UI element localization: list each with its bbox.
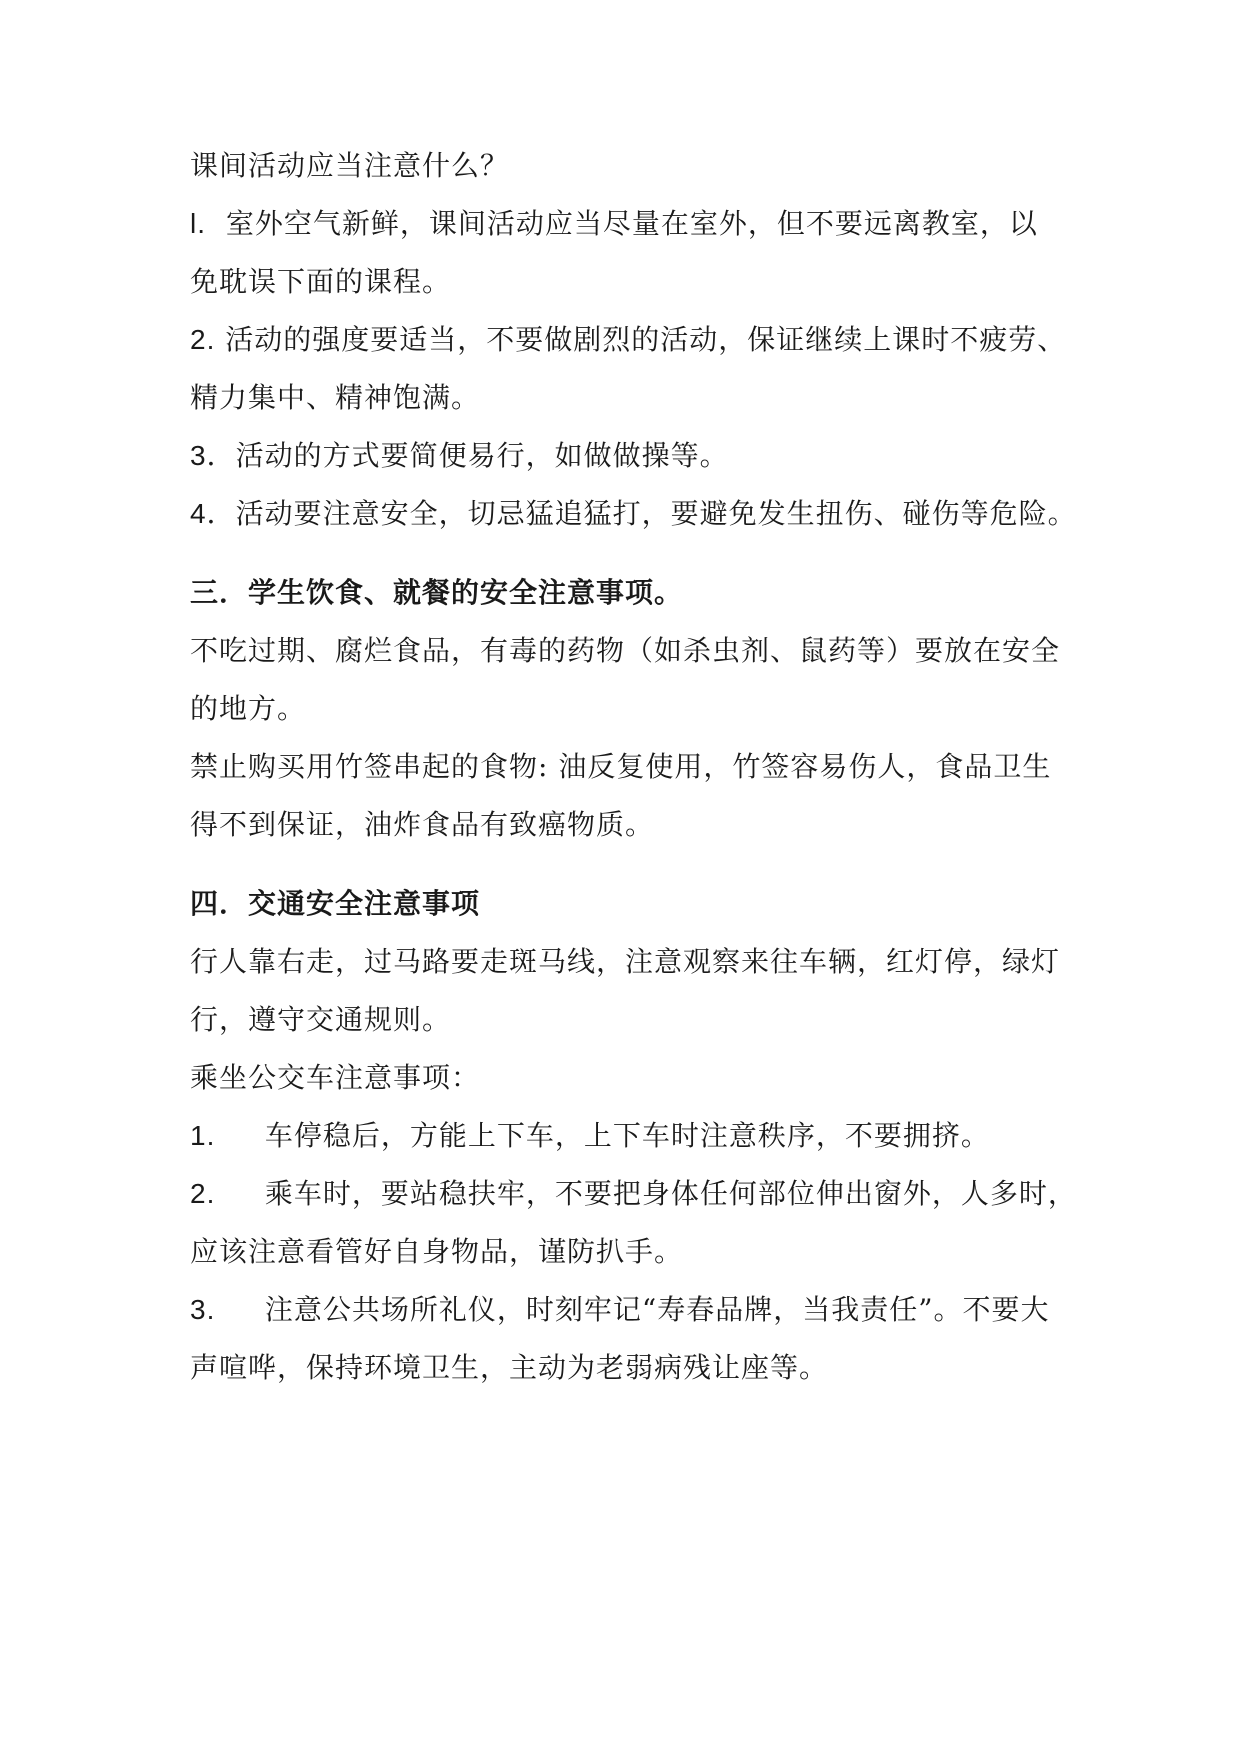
- traffic-section-heading: 四．交通安全注意事项: [190, 887, 481, 920]
- activity-item-3-text: 活动的方式要简便易行，如做做操等。: [235, 439, 729, 472]
- food-section-heading: 三．学生饮食、就餐的安全注意事项。: [190, 576, 684, 609]
- bus-title: 乘坐公交车注意事项：: [190, 1061, 481, 1094]
- food-para-1-line-1: 不吃过期、腐烂食品，有毒的药物（如杀虫剂、鼠药等）要放在安全: [190, 634, 1061, 667]
- bus-item-2-line-2: 应该注意看管好自身物品，谨防扒手。: [190, 1235, 684, 1268]
- bus-item-1-text: 车停稳后，方能上下车，上下车时注意秩序，不要拥挤。: [264, 1119, 990, 1152]
- traffic-para-1-line-1: 行人靠右走，过马路要走斑马线，注意观察来往车辆，红灯停，绿灯: [190, 945, 1061, 978]
- bus-item-1-number: 1.: [190, 1120, 216, 1151]
- activity-item-1-text: 室外空气新鲜，课间活动应当尽量在室外，但不要远离教室，以: [225, 207, 1038, 240]
- activity-item-1-line-2: 免耽误下面的课程。: [190, 265, 452, 298]
- activity-question: 课间活动应当注意什么？: [190, 149, 510, 182]
- activity-item-4-number: 4．: [190, 498, 236, 529]
- activity-item-2-line-1: [190, 322, 1070, 358]
- bus-item-2-number: 2.: [190, 1178, 216, 1209]
- bus-item-2-line-1: [190, 1176, 1077, 1212]
- food-para-2-line-1: 禁止购买用竹签串起的食物: 油反复使用，竹签容易伤人，食品卫生: [190, 750, 1052, 783]
- activity-item-2-number: 2.: [190, 324, 216, 355]
- bus-item-2-text: 乘车时，要站稳扶牢，不要把身体任何部位伸出窗外，人多时，: [264, 1177, 1077, 1210]
- bus-item-3-number: 3.: [190, 1294, 216, 1325]
- activity-item-4-text: 活动要注意安全，切忌猛追猛打，要避免发生扭伤、碰伤等危险。: [235, 497, 1077, 530]
- activity-item-1-line-1: [190, 206, 1070, 242]
- bus-item-1-line-1: [190, 1118, 1070, 1154]
- activity-item-3-line-1: [190, 438, 1070, 474]
- activity-item-2-line-2: 精力集中、精神饱满。: [190, 381, 481, 414]
- bus-item-3-line-1: [190, 1292, 1070, 1328]
- activity-item-3-number: 3．: [190, 440, 236, 471]
- food-para-2-line-2: 得不到保证，油炸食品有致癌物质。: [190, 808, 655, 841]
- activity-item-2-text: 活动的强度要适当，不要做剧烈的活动，保证继续上课时不疲劳、: [225, 323, 1067, 356]
- bus-item-3-line-2: 声喧哗，保持环境卫生，主动为老弱病残让座等。: [190, 1351, 829, 1384]
- traffic-para-1-line-2: 行，遵守交通规则。: [190, 1003, 452, 1036]
- bus-item-3-text: 注意公共场所礼仪，时刻牢记“寿春品牌，当我责任”。不要大: [264, 1293, 1050, 1326]
- food-para-1-line-2: 的地方。: [190, 692, 307, 725]
- activity-item-4-line-1: [190, 496, 1077, 532]
- activity-item-1-number: l.: [190, 208, 206, 239]
